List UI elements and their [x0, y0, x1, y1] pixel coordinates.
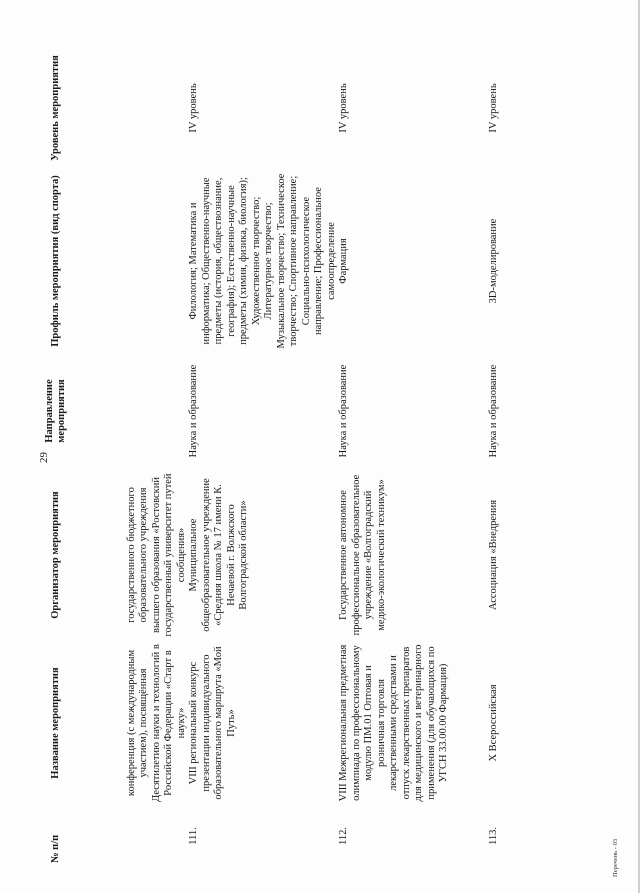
- cell-level: IV уровень: [338, 83, 349, 133]
- cell-profile: Филология; Математика и информатика; Общественно-научные предметы (история, обществознание, география); Естественно-научные предметы (химия, физика, биология); Художественное творчество; Литературное творчество; Музыкальное творчество; Техническое творчество; Спортивное направление; Социально-психологическое направление; Профессиональное самоопределение: [188, 173, 337, 349]
- header-direction: Направление мероприятия: [43, 379, 67, 443]
- cell-name: X Всероссийская: [488, 684, 499, 762]
- table-row-continuation: [90, 45, 188, 865]
- table-row: [488, 45, 528, 865]
- header-num: № п/п: [49, 834, 61, 863]
- header-level: Уровень мероприятия: [49, 55, 61, 161]
- cell-direction: [90, 351, 188, 471]
- table-row: [188, 45, 338, 865]
- events-table: [28, 45, 528, 865]
- cell-name: конференция (с международным участием), посвящённая Десятилетию науки и технологий в Российской Федерации «Старт в науку»: [125, 644, 187, 802]
- cell-organizer: Государственное автономное профессиональное образовательное учреждение «Волгоградский медико-экологический техникум»: [338, 474, 387, 636]
- header-name: Название мероприятия: [49, 667, 61, 779]
- cell-profile: Фармация: [338, 238, 349, 284]
- page-number: 29: [38, 452, 50, 463]
- table-row: [338, 45, 488, 865]
- cell-profile: [90, 171, 188, 351]
- cell-level: IV уровень: [488, 83, 499, 133]
- header-profile: Профиль мероприятия (вид спорта): [49, 175, 61, 347]
- cell-level: [90, 45, 188, 171]
- footer-code: Перечень - 03: [612, 838, 619, 877]
- table-header-row: [28, 45, 90, 865]
- cell-num: [90, 807, 188, 865]
- cell-num: 113.: [488, 827, 499, 845]
- cell-organizer: Ассоциация «Внедрения: [488, 499, 499, 611]
- cell-name: VIII Межрегиональная предметная олимпиада по профессиональному модулю ПМ.01 Оптовая и розничная торговля лекарственными средствами и отпуск лекарственных препаратов для медицинского и ветеринарного применения (для обучающихся по УГСН 33.00.00 Фармация): [338, 644, 449, 802]
- cell-direction: Наука и образование: [338, 364, 349, 458]
- cell-num: 111.: [188, 827, 199, 845]
- cell-name: VIII региональный конкурс презентации индивидуального образовательного маршрута «Мой Путь»: [188, 646, 237, 800]
- cell-organizer: государственного бюджетного образовательного учреждения высшего образования «Ростовский государственный университет путей сообщения»: [125, 473, 187, 637]
- cell-level: IV уровень: [188, 83, 199, 133]
- cell-direction: Наука и образование: [488, 364, 499, 458]
- header-organizer: Организатор мероприятия: [49, 491, 61, 619]
- cell-num: 112.: [338, 827, 349, 845]
- cell-profile: 3D-моделирование: [488, 218, 499, 304]
- cell-direction: Наука и образование: [188, 364, 199, 458]
- cell-organizer: Муниципальное общеобразовательное учреждение «Средняя школа № 17 имени К. Нечаевой г. Волжского Волгоградской области»: [188, 478, 249, 632]
